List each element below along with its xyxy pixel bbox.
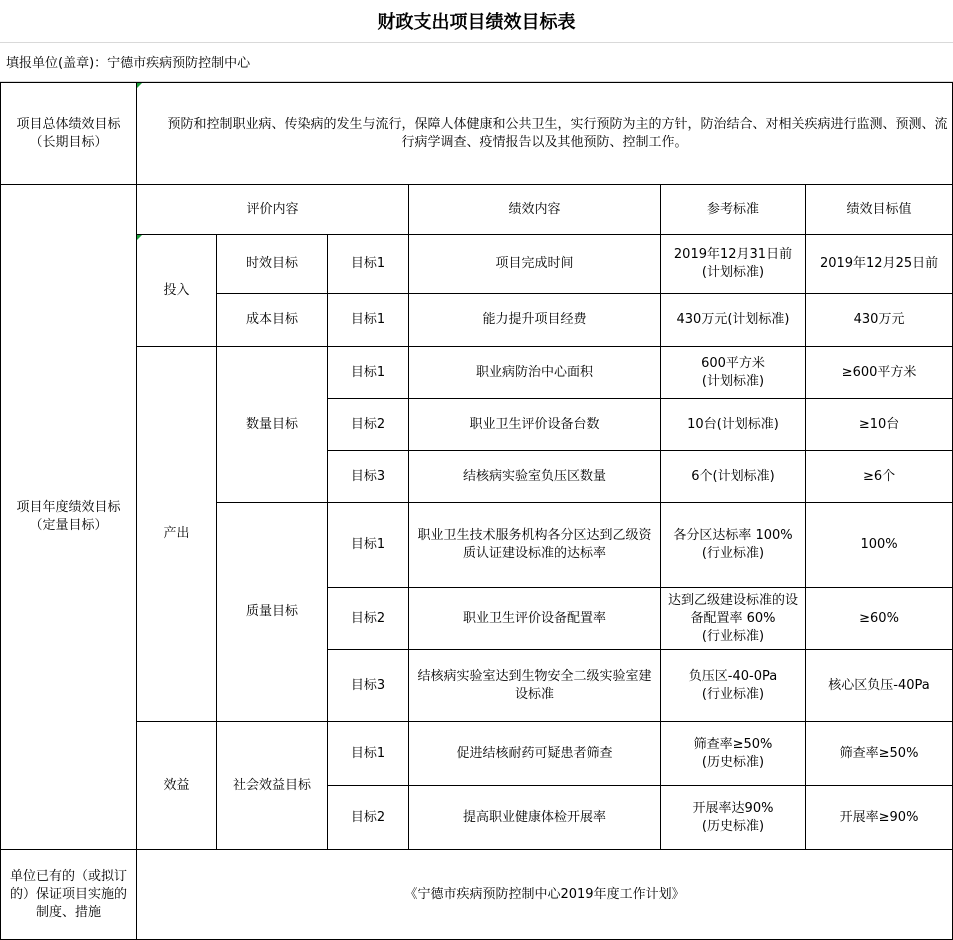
- row-ref: 达到乙级建设标准的设备配置率 60% (行业标准): [661, 588, 806, 650]
- row-value: ≥600平方米: [806, 347, 953, 399]
- row-ref: 负压区-40-0Pa (行业标准): [661, 650, 806, 722]
- overall-goal-row: [1, 83, 953, 185]
- row-index: 目标1: [328, 294, 409, 347]
- table-row: [1, 722, 953, 786]
- row-value: 100%: [806, 503, 953, 588]
- row-content: 职业卫生技术服务机构各分区达到乙级资质认证建设标准的达标率: [409, 503, 661, 588]
- group-output: 产出: [137, 347, 217, 722]
- row-index: 目标2: [328, 786, 409, 850]
- row-content: 结核病实验室达到生物安全二级实验室建设标准: [409, 650, 661, 722]
- row-content: 结核病实验室负压区数量: [409, 451, 661, 503]
- row-value: 430万元: [806, 294, 953, 347]
- row-ref: 2019年12月31日前 (计划标准): [661, 235, 806, 294]
- row-ref: 430万元(计划标准): [661, 294, 806, 347]
- row-ref: 筛查率≥50% (历史标准): [661, 722, 806, 786]
- row-value: ≥60%: [806, 588, 953, 650]
- row-content: 提高职业健康体检开展率: [409, 786, 661, 850]
- row-ref: 10台(计划标准): [661, 399, 806, 451]
- row-index: 目标3: [328, 451, 409, 503]
- category-cost: 成本目标: [217, 294, 328, 347]
- row-index: 目标2: [328, 588, 409, 650]
- row-value: ≥10台: [806, 399, 953, 451]
- performance-table: [0, 82, 953, 940]
- row-index: 目标1: [328, 347, 409, 399]
- row-content: 促进结核耐药可疑患者筛查: [409, 722, 661, 786]
- row-value: 开展率≥90%: [806, 786, 953, 850]
- category-quality: 质量目标: [217, 503, 328, 722]
- measures-text: 《宁德市疾病预防控制中心2019年度工作计划》: [137, 850, 953, 940]
- row-ref: 开展率达90% (历史标准): [661, 786, 806, 850]
- table-row: [1, 347, 953, 399]
- category-quantity: 数量目标: [217, 347, 328, 503]
- group-benefit: 效益: [137, 722, 217, 850]
- header-target: 绩效目标值: [806, 185, 953, 235]
- header-ref: 参考标准: [661, 185, 806, 235]
- row-value: 筛查率≥50%: [806, 722, 953, 786]
- measures-row: [1, 850, 953, 940]
- row-index: 目标3: [328, 650, 409, 722]
- group-input: 投入: [137, 235, 217, 347]
- row-index: 目标1: [328, 503, 409, 588]
- row-content: 项目完成时间: [409, 235, 661, 294]
- table-row: [1, 235, 953, 294]
- row-content: 职业病防治中心面积: [409, 347, 661, 399]
- row-value: ≥6个: [806, 451, 953, 503]
- row-value: 核心区负压-40Pa: [806, 650, 953, 722]
- row-index: 目标2: [328, 399, 409, 451]
- row-ref: 各分区达标率 100% (行业标准): [661, 503, 806, 588]
- table-header-row: [1, 185, 953, 235]
- measures-label: 单位已有的（或拟订的）保证项目实施的制度、措施: [1, 850, 137, 940]
- row-index: 目标1: [328, 235, 409, 294]
- row-ref: 6个(计划标准): [661, 451, 806, 503]
- row-content: 职业卫生评价设备台数: [409, 399, 661, 451]
- row-index: 目标1: [328, 722, 409, 786]
- row-ref: 600平方米 (计划标准): [661, 347, 806, 399]
- reporting-unit: 填报单位(盖章)：宁德市疾病预防控制中心: [0, 42, 953, 82]
- row-content: 职业卫生评价设备配置率: [409, 588, 661, 650]
- page-title: 财政支出项目绩效目标表: [0, 0, 953, 43]
- overall-goal-label: 项目总体绩效目标（长期目标）: [1, 83, 137, 185]
- annual-goal-label: 项目年度绩效目标（定量目标）: [1, 185, 137, 850]
- header-perf: 绩效内容: [409, 185, 661, 235]
- header-eval: 评价内容: [137, 185, 409, 235]
- category-social: 社会效益目标: [217, 722, 328, 850]
- overall-goal-text: 预防和控制职业病、传染病的发生与流行，保障人体健康和公共卫生，实行预防为主的方针，防治结合、对相关疾病进行监测、预测、流行病学调查、疫情报告以及其他预防、控制工作。: [137, 83, 953, 185]
- category-time: 时效目标: [217, 235, 328, 294]
- row-content: 能力提升项目经费: [409, 294, 661, 347]
- row-value: 2019年12月25日前: [806, 235, 953, 294]
